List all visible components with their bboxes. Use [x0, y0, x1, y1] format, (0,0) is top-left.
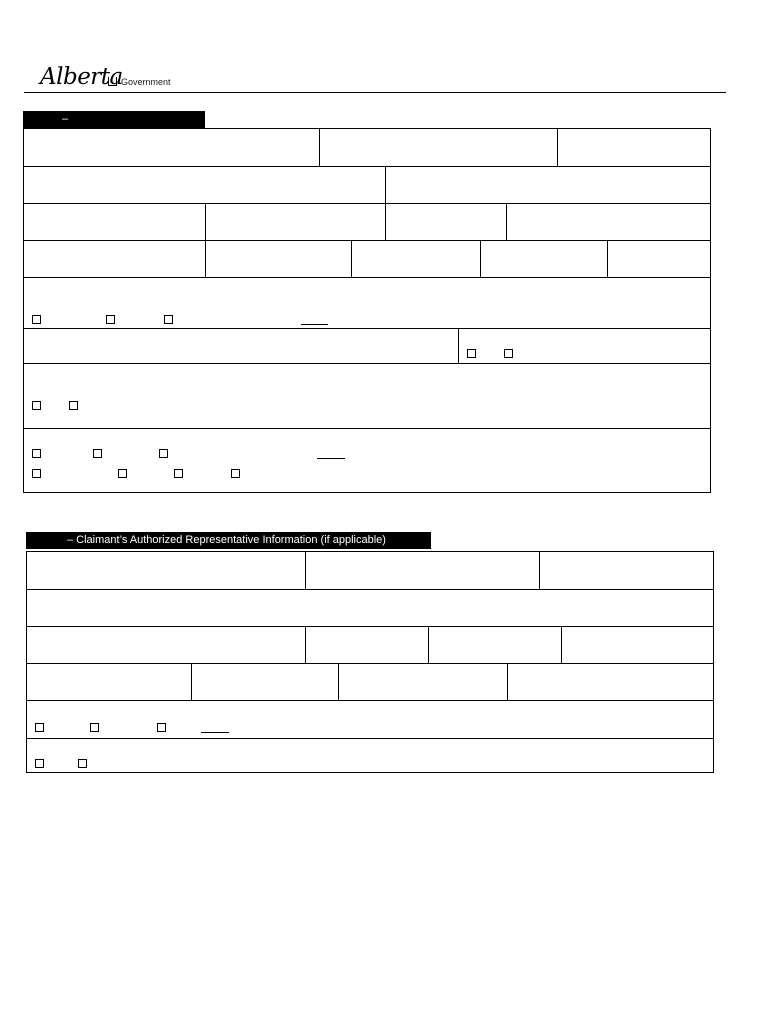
s1-r5-checkbox-2[interactable]	[106, 315, 115, 324]
s1-r8-other-underline[interactable]	[317, 458, 345, 459]
s1-row-2	[24, 167, 710, 204]
logo-government-text: Government	[121, 77, 171, 87]
s2-row-2	[27, 590, 713, 627]
s1-r3-field-3[interactable]	[386, 204, 506, 240]
section2-banner	[26, 532, 431, 549]
s1-row-4	[24, 241, 710, 278]
s2-r1-field-2[interactable]	[306, 552, 539, 589]
s2-r6-checkbox-no[interactable]	[78, 759, 87, 768]
s2-r1-field-1[interactable]	[27, 552, 305, 589]
s1-r1-field-2[interactable]	[320, 129, 557, 166]
s2-r4-field-4[interactable]	[508, 664, 713, 700]
s1-r3-field-2[interactable]	[206, 204, 385, 240]
s2-r5-checkbox-2[interactable]	[90, 723, 99, 732]
section1-banner-title: –	[62, 113, 69, 125]
s1-row-1	[24, 129, 710, 167]
s1-r8-checkbox-7[interactable]	[231, 469, 240, 478]
s2-row-6	[27, 739, 713, 772]
s1-r2-field-2[interactable]	[386, 167, 710, 203]
s2-r3-field-1[interactable]	[27, 627, 305, 663]
s1-r4-field-5[interactable]	[608, 241, 710, 277]
s1-r1-field-1[interactable]	[24, 129, 319, 166]
s1-r5-checkbox-1[interactable]	[32, 315, 41, 324]
s2-row-1	[27, 552, 713, 590]
s1-r3-field-4[interactable]	[507, 204, 710, 240]
s1-r8-checkbox-6[interactable]	[174, 469, 183, 478]
s1-r3-field-1[interactable]	[24, 204, 205, 240]
s1-r8-checkbox-1[interactable]	[32, 449, 41, 458]
s1-r6-checkbox-no[interactable]	[504, 349, 513, 358]
section1-banner	[23, 111, 205, 128]
s1-r7-checkbox-yes[interactable]	[32, 401, 41, 410]
s1-row-5	[24, 278, 710, 329]
header-divider	[24, 92, 726, 93]
s1-r5-checkbox-3[interactable]	[164, 315, 173, 324]
s1-r8-checkbox-5[interactable]	[118, 469, 127, 478]
s1-r1-field-3[interactable]	[558, 129, 710, 166]
s1-r8-checkbox-2[interactable]	[93, 449, 102, 458]
s2-row-5	[27, 701, 713, 739]
s2-r1-field-3[interactable]	[540, 552, 713, 589]
s1-row-8	[24, 429, 710, 492]
s2-r4-field-1[interactable]	[27, 664, 191, 700]
s1-r4-field-1[interactable]	[24, 241, 205, 277]
s2-r5-checkbox-3[interactable]	[157, 723, 166, 732]
s1-r4-field-3[interactable]	[352, 241, 480, 277]
s1-row-6	[24, 329, 710, 364]
s2-r3-field-4[interactable]	[562, 627, 713, 663]
s1-row-7	[24, 364, 710, 429]
divider	[458, 329, 459, 363]
s2-row-4	[27, 664, 713, 701]
s1-r4-field-4[interactable]	[481, 241, 607, 277]
s1-r4-field-2[interactable]	[206, 241, 351, 277]
s2-r4-field-3[interactable]	[339, 664, 507, 700]
section2-form	[26, 551, 714, 773]
s1-r6-field-1[interactable]	[24, 329, 458, 363]
s2-r5-other-underline[interactable]	[201, 732, 229, 733]
s1-r5-other-underline[interactable]	[301, 324, 328, 325]
s1-r2-field-1[interactable]	[24, 167, 385, 203]
section1-form	[23, 128, 711, 493]
s2-r6-checkbox-yes[interactable]	[35, 759, 44, 768]
s2-r3-field-2[interactable]	[306, 627, 428, 663]
s1-r8-checkbox-3[interactable]	[159, 449, 168, 458]
s2-r2-field-1[interactable]	[27, 590, 713, 626]
s2-r4-field-2[interactable]	[192, 664, 338, 700]
s1-r6-checkbox-yes[interactable]	[467, 349, 476, 358]
s1-row-3	[24, 204, 710, 241]
logo-wordmark: Alberta	[40, 64, 123, 90]
s1-r8-checkbox-4[interactable]	[32, 469, 41, 478]
alberta-flag-mark-icon	[108, 77, 117, 86]
s2-row-3	[27, 627, 713, 664]
s1-r7-checkbox-no[interactable]	[69, 401, 78, 410]
s2-r5-checkbox-1[interactable]	[35, 723, 44, 732]
section2-banner-title: – Claimant’s Authorized Representative Information (if applicable)	[67, 534, 386, 546]
s2-r3-field-3[interactable]	[429, 627, 561, 663]
